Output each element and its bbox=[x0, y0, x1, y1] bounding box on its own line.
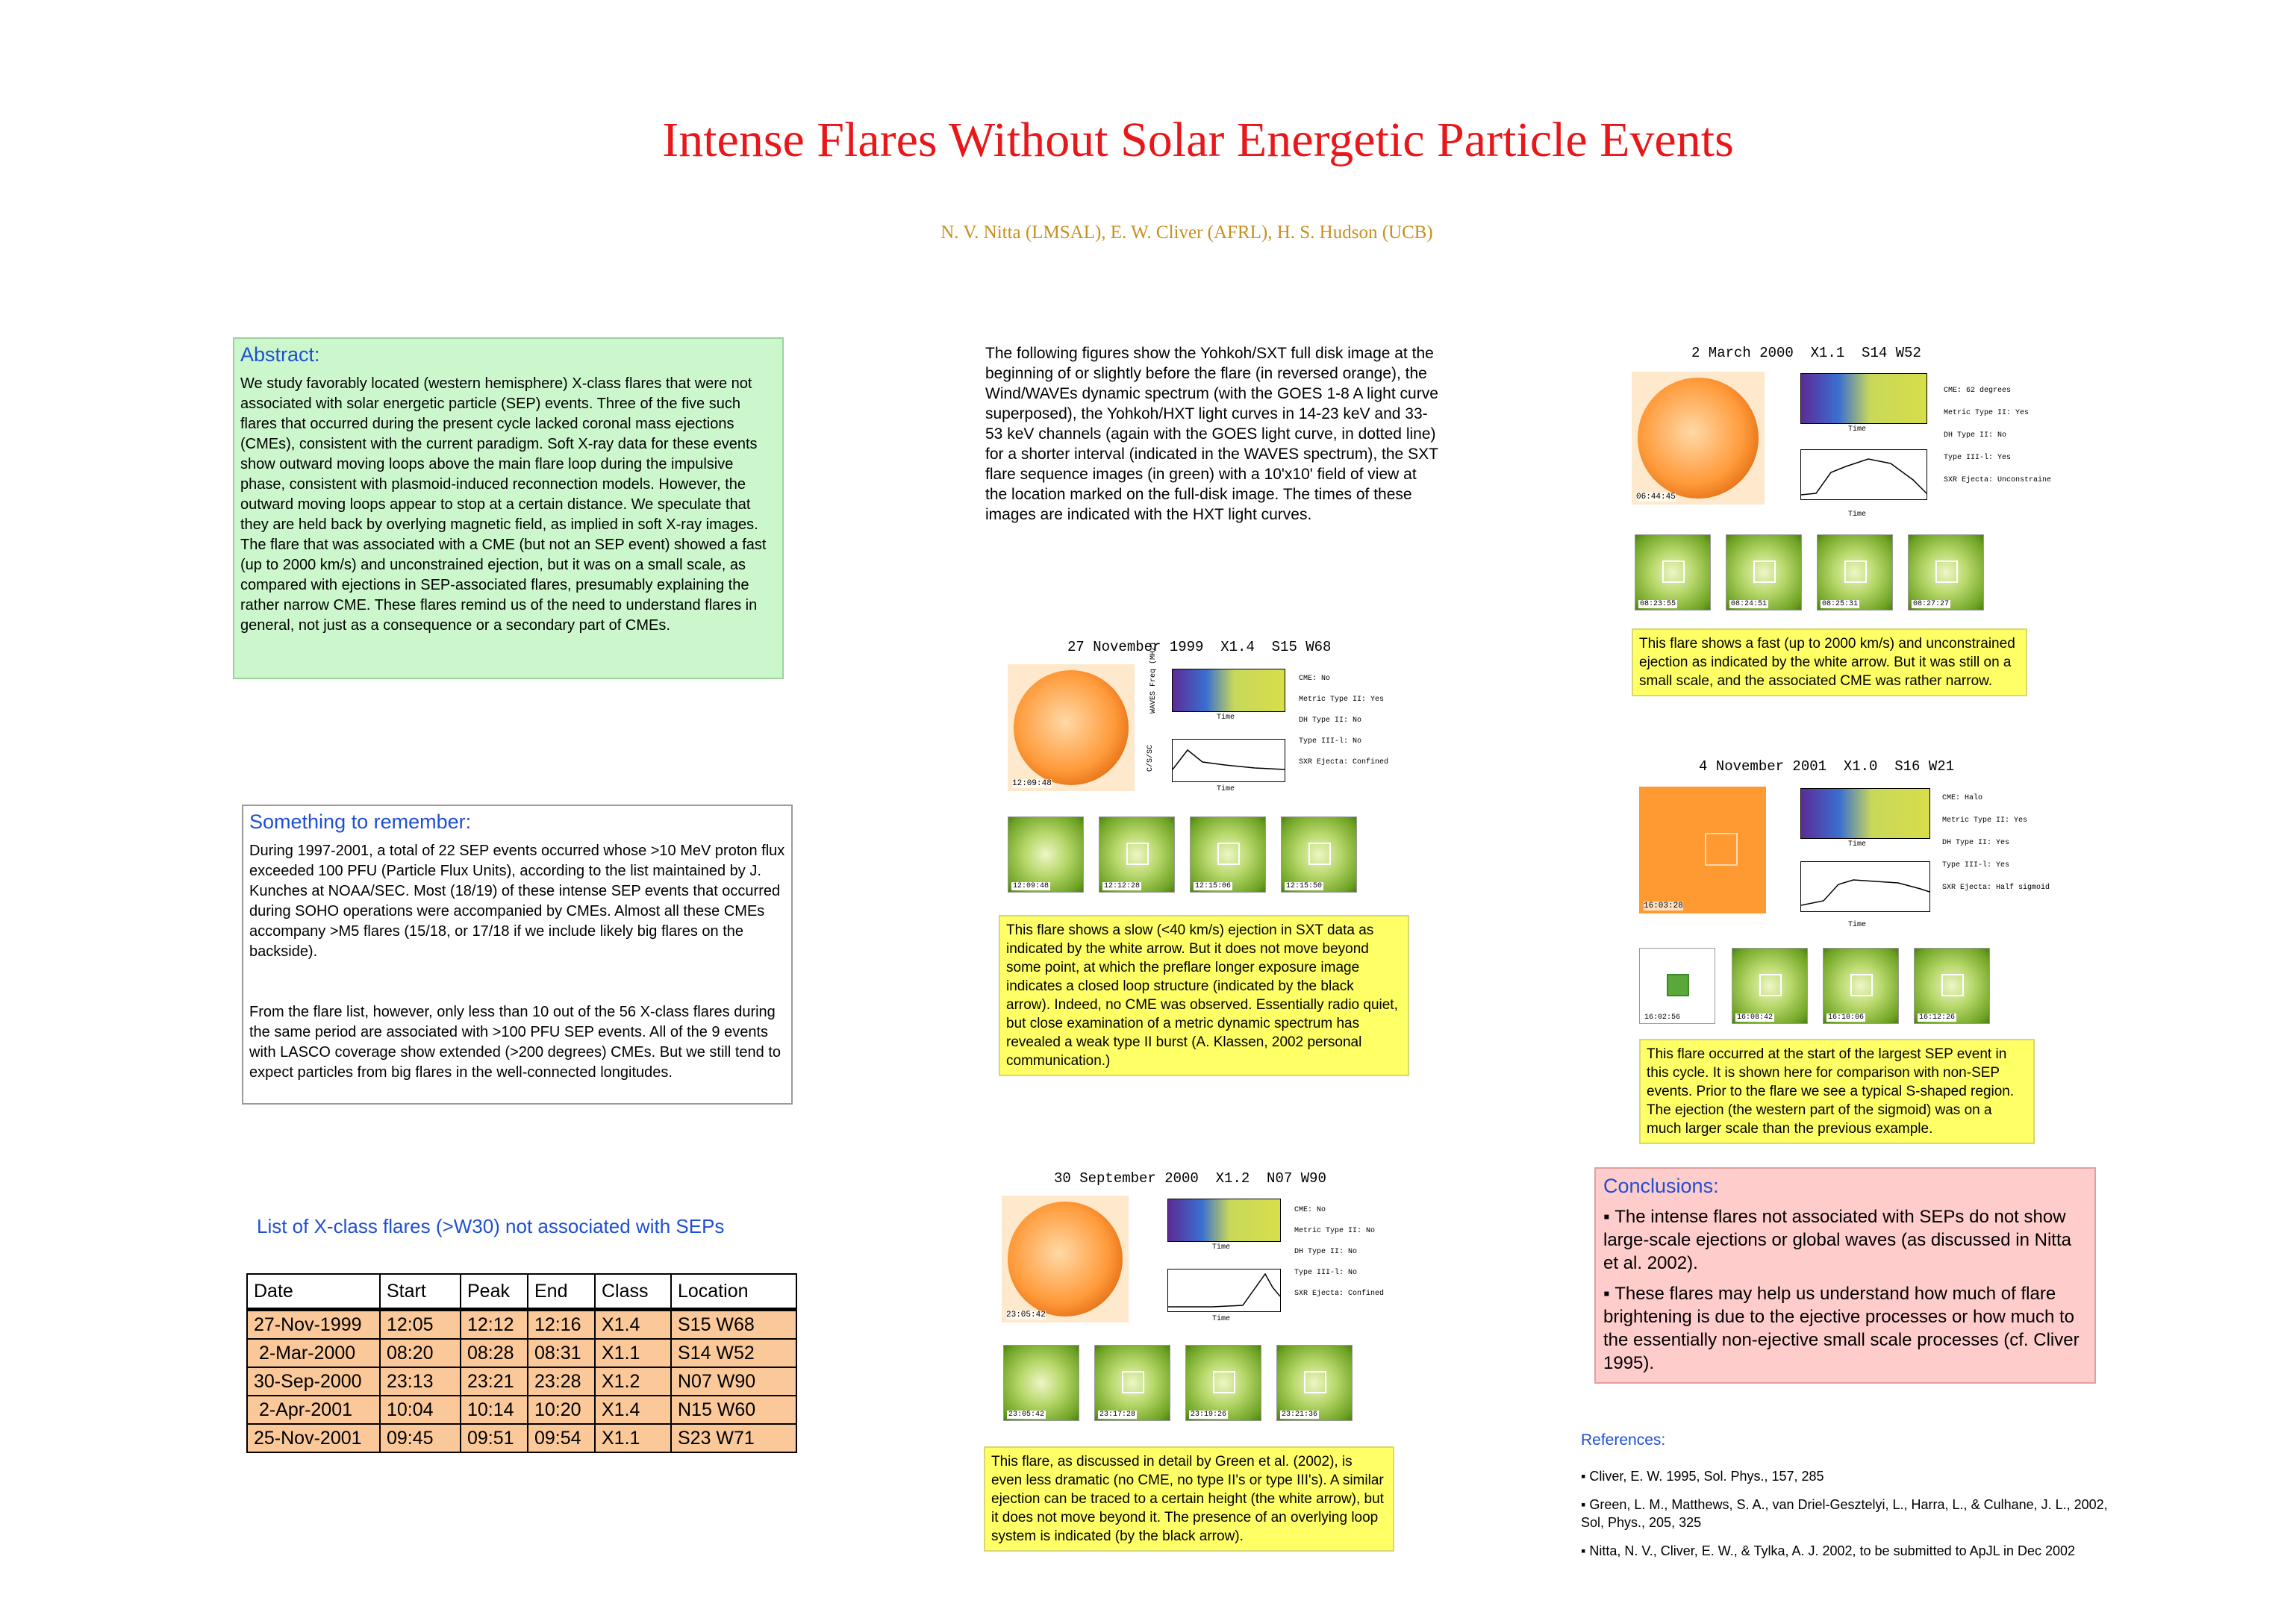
caption-mar2000: This flare shows a fast (up to 2000 km/s) and unconstrained ejection as indicated by the white arrow. But it was still on a small scale, and the associated CME was rather narrow. bbox=[1632, 628, 2027, 696]
table-cell: 23:13 bbox=[380, 1367, 461, 1396]
table-header: Location bbox=[671, 1274, 796, 1310]
table-row bbox=[247, 1339, 796, 1367]
table-cell: 12:16 bbox=[528, 1310, 595, 1340]
table-header-row bbox=[247, 1274, 796, 1310]
event-label: SXR Ejecta: Confined bbox=[1299, 758, 1389, 766]
event-label: Metric Type II: No bbox=[1294, 1227, 1376, 1235]
axis-label: Time bbox=[1217, 713, 1235, 722]
table-cell: 08:28 bbox=[461, 1339, 528, 1367]
abstract-box bbox=[233, 337, 784, 679]
references-list bbox=[1581, 1467, 2111, 1570]
flare-table bbox=[246, 1273, 797, 1453]
event-label: Type III-l: Yes bbox=[1944, 454, 2012, 462]
sxt-flare-image: 12:09:48 bbox=[1008, 816, 1084, 893]
sxt-flare-image: 16:12:26 bbox=[1914, 948, 1990, 1024]
sxt-full-disk-image bbox=[1632, 372, 1765, 505]
hxt-light-curve bbox=[1172, 739, 1285, 782]
conclusions-heading: Conclusions: bbox=[1603, 1175, 1719, 1197]
sxt-flare-image: 23:19:26 bbox=[1185, 1345, 1261, 1421]
table-row bbox=[247, 1424, 796, 1452]
poster-title: Intense Flares Without Solar Energetic Particle Events bbox=[662, 113, 1734, 167]
axis-label: WAVES Freq (MHz) bbox=[1149, 641, 1158, 713]
image-timestamp: 23:05:42 bbox=[1006, 1311, 1046, 1320]
event-label: SXR Ejecta: Confined bbox=[1294, 1290, 1385, 1298]
table-cell: N15 W60 bbox=[671, 1396, 796, 1424]
sxt-flare-image: 12:15:50 bbox=[1281, 816, 1357, 893]
table-title: List of X-class flares (>W30) not associated with SEPs bbox=[257, 1215, 725, 1237]
hxt-light-curve bbox=[1800, 449, 1927, 500]
table-cell: X1.4 bbox=[595, 1310, 671, 1340]
sxt-flare-image: 08:25:31 bbox=[1817, 534, 1893, 610]
table-row bbox=[247, 1396, 796, 1424]
event-label: CME: No bbox=[1294, 1206, 1326, 1214]
event-label: SXR Ejecta: Unconstraine bbox=[1944, 476, 2052, 484]
axis-label: Time bbox=[1848, 921, 1867, 929]
abstract-text: We study favorably located (western hemisphere) X-class flares that were not associated with solar energetic particle (SEP) events. Three of the five such flares that occurred during the present cycle lacked coronal mass ejections (CMEs), consistent with the current paradigm. Soft X-ray data for these events show outward moving loops above the main flare loop during the impulsive phase, consistent with plasmoid-induced reconnection models. However, the outward moving loops appear to stop at a certain distance. We speculate that they are held back by overlying magnetic field, as implied in soft X-ray images. The flare that was associated with a CME (but not an SEP event) showed a fast (up to 2000 km/s) and unconstrained ejection, but it was on a small scale, as compared with ejections in SEP-associated flares, presumably explaining the rather narrow CME. These flares remind us of the need to understand flares in general, not just as a consequence or a secondary part of CMEs. bbox=[240, 375, 767, 634]
waves-spectrum bbox=[1172, 669, 1285, 712]
table-cell: N07 W90 bbox=[671, 1367, 796, 1396]
table-cell: 23:28 bbox=[528, 1367, 595, 1396]
event-label: Type III-l: No bbox=[1294, 1269, 1358, 1277]
sxt-full-disk-image bbox=[1002, 1196, 1129, 1322]
image-timestamp: 12:09:48 bbox=[1012, 779, 1052, 788]
poster-authors: N. V. Nitta (LMSAL), E. W. Cliver (AFRL), H. S. Hudson (UCB) bbox=[940, 222, 1433, 243]
remember-box bbox=[242, 805, 793, 1105]
table-header: Peak bbox=[461, 1274, 528, 1310]
hxt-light-curve bbox=[1167, 1269, 1281, 1312]
table-cell: 08:20 bbox=[380, 1339, 461, 1367]
table-header: Date bbox=[247, 1274, 380, 1310]
sxt-flare-image: 16:10:06 bbox=[1823, 948, 1899, 1024]
conclusions-list bbox=[1603, 1205, 2087, 1375]
table-cell: 09:54 bbox=[528, 1424, 595, 1452]
sxt-flare-image: 08:24:51 bbox=[1726, 534, 1802, 610]
event-label: DH Type II: Yes bbox=[1942, 839, 2010, 847]
event-label: DH Type II: No bbox=[1944, 431, 2007, 440]
table-cell: X1.4 bbox=[595, 1396, 671, 1424]
table-cell: 27-Nov-1999 bbox=[247, 1310, 380, 1340]
axis-label: Time bbox=[1848, 510, 1867, 519]
table-cell: 23:21 bbox=[461, 1367, 528, 1396]
sxt-flare-image: 12:12:28 bbox=[1099, 816, 1175, 893]
table-cell: 08:31 bbox=[528, 1339, 595, 1367]
axis-label: Time bbox=[1848, 840, 1867, 849]
reference-item: ▪ Nitta, N. V., Cliver, E. W., & Tylka, A. J. 2002, to be submitted to ApJL in Dec 2002 bbox=[1581, 1542, 2111, 1560]
event-label: CME: No bbox=[1299, 675, 1331, 683]
table-header: Class bbox=[595, 1274, 671, 1310]
table-cell: S14 W52 bbox=[671, 1339, 796, 1367]
table-cell: 25-Nov-2001 bbox=[247, 1424, 380, 1452]
intro-text: The following figures show the Yohkoh/SXT full disk image at the beginning of or slightly before the flare (in reversed orange), the Wind/WAVEs dynamic spectrum (with the GOES 1-8 A light curve superposed), the Yohkoh/HXT light curves in 14-23 keV and 33-53 keV channels (again with the GOES light curve, in dotted line) for a shorter interval (indicated in the WAVES spectrum), the SXT flare sequence images (in green) with a 10'x10' field of view at the location marked on the full-disk image. The times of these images are indicated with the HXT light curves. bbox=[985, 345, 1438, 523]
figure-title: 4 November 2001 X1.0 S16 W21 bbox=[1699, 758, 1955, 775]
sxt-full-disk-image bbox=[1008, 664, 1135, 791]
table-cell: 2-Apr-2001 bbox=[247, 1396, 380, 1424]
caption-nov1999: This flare shows a slow (<40 km/s) ejection in SXT data as indicated by the white arrow. But it does not move beyond some point, at which the preflare longer exposure image indicates a closed loop structure (indicated by the black arrow). Indeed, no CME was observed. Essentially radio quiet, but close examination of a metric dynamic spectrum has revealed a weak type II burst (A. Klassen, 2002 personal communication.) bbox=[999, 915, 1409, 1076]
sxt-flare-image: 08:23:55 bbox=[1635, 534, 1711, 610]
image-timestamp: 06:44:45 bbox=[1636, 493, 1676, 502]
figure-title: 30 September 2000 X1.2 N07 W90 bbox=[1054, 1170, 1326, 1187]
event-label: Metric Type II: Yes bbox=[1299, 696, 1385, 704]
event-label: CME: Halo bbox=[1942, 794, 1983, 802]
event-label: DH Type II: No bbox=[1299, 716, 1362, 725]
table-row bbox=[247, 1367, 796, 1396]
sxt-full-disk-image bbox=[1639, 787, 1766, 914]
event-label: Metric Type II: Yes bbox=[1944, 409, 2030, 417]
event-label: Metric Type II: Yes bbox=[1942, 816, 2028, 825]
image-timestamp: 16:03:28 bbox=[1644, 902, 1683, 911]
caption-nov2001: This flare occurred at the start of the largest SEP event in this cycle. It is shown here for comparison with non-SEP events. Prior to the flare we see a typical S-shaped region. The ejection (the western part of the sigmoid) was on a much larger scale than the previous example. bbox=[1639, 1039, 2035, 1144]
sxt-flare-image: 23:17:28 bbox=[1094, 1345, 1170, 1421]
sxt-flare-image: 16:02:56 bbox=[1639, 948, 1715, 1024]
axis-label: Time bbox=[1212, 1243, 1231, 1252]
table-cell: S15 W68 bbox=[671, 1310, 796, 1340]
axis-label: C/S/SC bbox=[1146, 744, 1155, 772]
abstract-heading: Abstract: bbox=[240, 343, 320, 366]
table-header: Start bbox=[380, 1274, 461, 1310]
caption-sep2000: This flare, as discussed in detail by Green et al. (2002), is even less dramatic (no CME, no type II's or type III's). A similar ejection can be traced to a certain height (the white arrow), but it does not move beyond it. The presence of an overlying loop system is indicated (by the black arrow). bbox=[984, 1446, 1394, 1552]
axis-label: Time bbox=[1217, 785, 1235, 793]
figure-sep2000 bbox=[996, 1170, 1414, 1439]
event-label: CME: 62 degrees bbox=[1944, 387, 2012, 395]
figure-title: 27 November 1999 X1.4 S15 W68 bbox=[1067, 639, 1332, 655]
remember-paragraph-1: During 1997-2001, a total of 22 SEP events occurred whose >10 MeV proton flux exceeded 100 PFU (Particle Flux Units), according to the list maintained by J. Kunches at NOAA/SEC. Most (18/19) of these intense SEP events that occurred during SOHO operations were accompanied by CMEs. Almost all these CMEs accompany >M5 flares (15/18, or 17/18 if we include likely big flares on the backside). bbox=[249, 843, 785, 960]
axis-label: Time bbox=[1848, 425, 1867, 434]
table-cell: S23 W71 bbox=[671, 1424, 796, 1452]
remember-paragraph-2: From the flare list, however, only less than 10 out of the 56 X-class flares during the same period are associated with >100 PFU SEP events. All of the 9 events with LASCO coverage show extended (>200 degrees) CMEs. But we still tend to expect particles from big flares in the well-connected longitudes. bbox=[249, 1004, 782, 1081]
table-header: End bbox=[528, 1274, 595, 1310]
list-item: ▪ The intense flares not associated with SEPs do not show large-scale ejections or global waves (as discussed in Nitta et al. 2002). bbox=[1603, 1205, 2087, 1275]
sxt-flare-image: 16:08:42 bbox=[1732, 948, 1808, 1024]
sxt-flare-image: 12:15:06 bbox=[1190, 816, 1266, 893]
table-cell: 10:14 bbox=[461, 1396, 528, 1424]
sxt-flare-image: 23:05:42 bbox=[1003, 1345, 1079, 1421]
event-label: DH Type II: No bbox=[1294, 1248, 1358, 1256]
reference-item: ▪ Cliver, E. W. 1995, Sol. Phys., 157, 285 bbox=[1581, 1467, 2111, 1485]
remember-heading: Something to remember: bbox=[249, 811, 472, 833]
conclusions-box bbox=[1594, 1167, 2096, 1384]
sxt-flare-image: 23:21:36 bbox=[1276, 1345, 1353, 1421]
hxt-light-curve bbox=[1800, 861, 1930, 912]
figure-nov2001 bbox=[1639, 758, 2057, 1027]
event-label: SXR Ejecta: Half sigmoid bbox=[1942, 884, 2050, 892]
table-cell: 30-Sep-2000 bbox=[247, 1367, 380, 1396]
table-cell: 09:51 bbox=[461, 1424, 528, 1452]
table-cell: X1.2 bbox=[595, 1367, 671, 1396]
list-item: ▪ These flares may help us understand how much of flare brightening is due to the ejective processes or how much to the essentially non-ejective small scale processes (cf. Cliver 1995). bbox=[1603, 1282, 2087, 1375]
table-row bbox=[247, 1310, 796, 1340]
table-cell: X1.1 bbox=[595, 1339, 671, 1367]
figure-mar2000 bbox=[1632, 345, 2050, 628]
event-label: Type III-l: No bbox=[1299, 737, 1362, 746]
table-cell: 2-Mar-2000 bbox=[247, 1339, 380, 1367]
waves-spectrum bbox=[1800, 788, 1930, 839]
table-cell: 12:05 bbox=[380, 1310, 461, 1340]
table-cell: 09:45 bbox=[380, 1424, 461, 1452]
table-cell: 10:20 bbox=[528, 1396, 595, 1424]
waves-spectrum bbox=[1800, 373, 1927, 424]
table-cell: 10:04 bbox=[380, 1396, 461, 1424]
reference-item: ▪ Green, L. M., Matthews, S. A., van Driel-Gesztelyi, L., Harra, L., & Culhane, J. L., 2002, Sol, Phys., 205, 325 bbox=[1581, 1496, 2111, 1531]
table-cell: X1.1 bbox=[595, 1424, 671, 1452]
axis-label: Time bbox=[1212, 1315, 1231, 1323]
sxt-flare-image: 08:27:27 bbox=[1908, 534, 1984, 610]
table-cell: 12:12 bbox=[461, 1310, 528, 1340]
figure-title: 2 March 2000 X1.1 S14 W52 bbox=[1691, 345, 1921, 361]
event-label: Type III-l: Yes bbox=[1942, 861, 2010, 869]
references-heading: References: bbox=[1581, 1431, 1666, 1449]
waves-spectrum bbox=[1167, 1199, 1281, 1242]
